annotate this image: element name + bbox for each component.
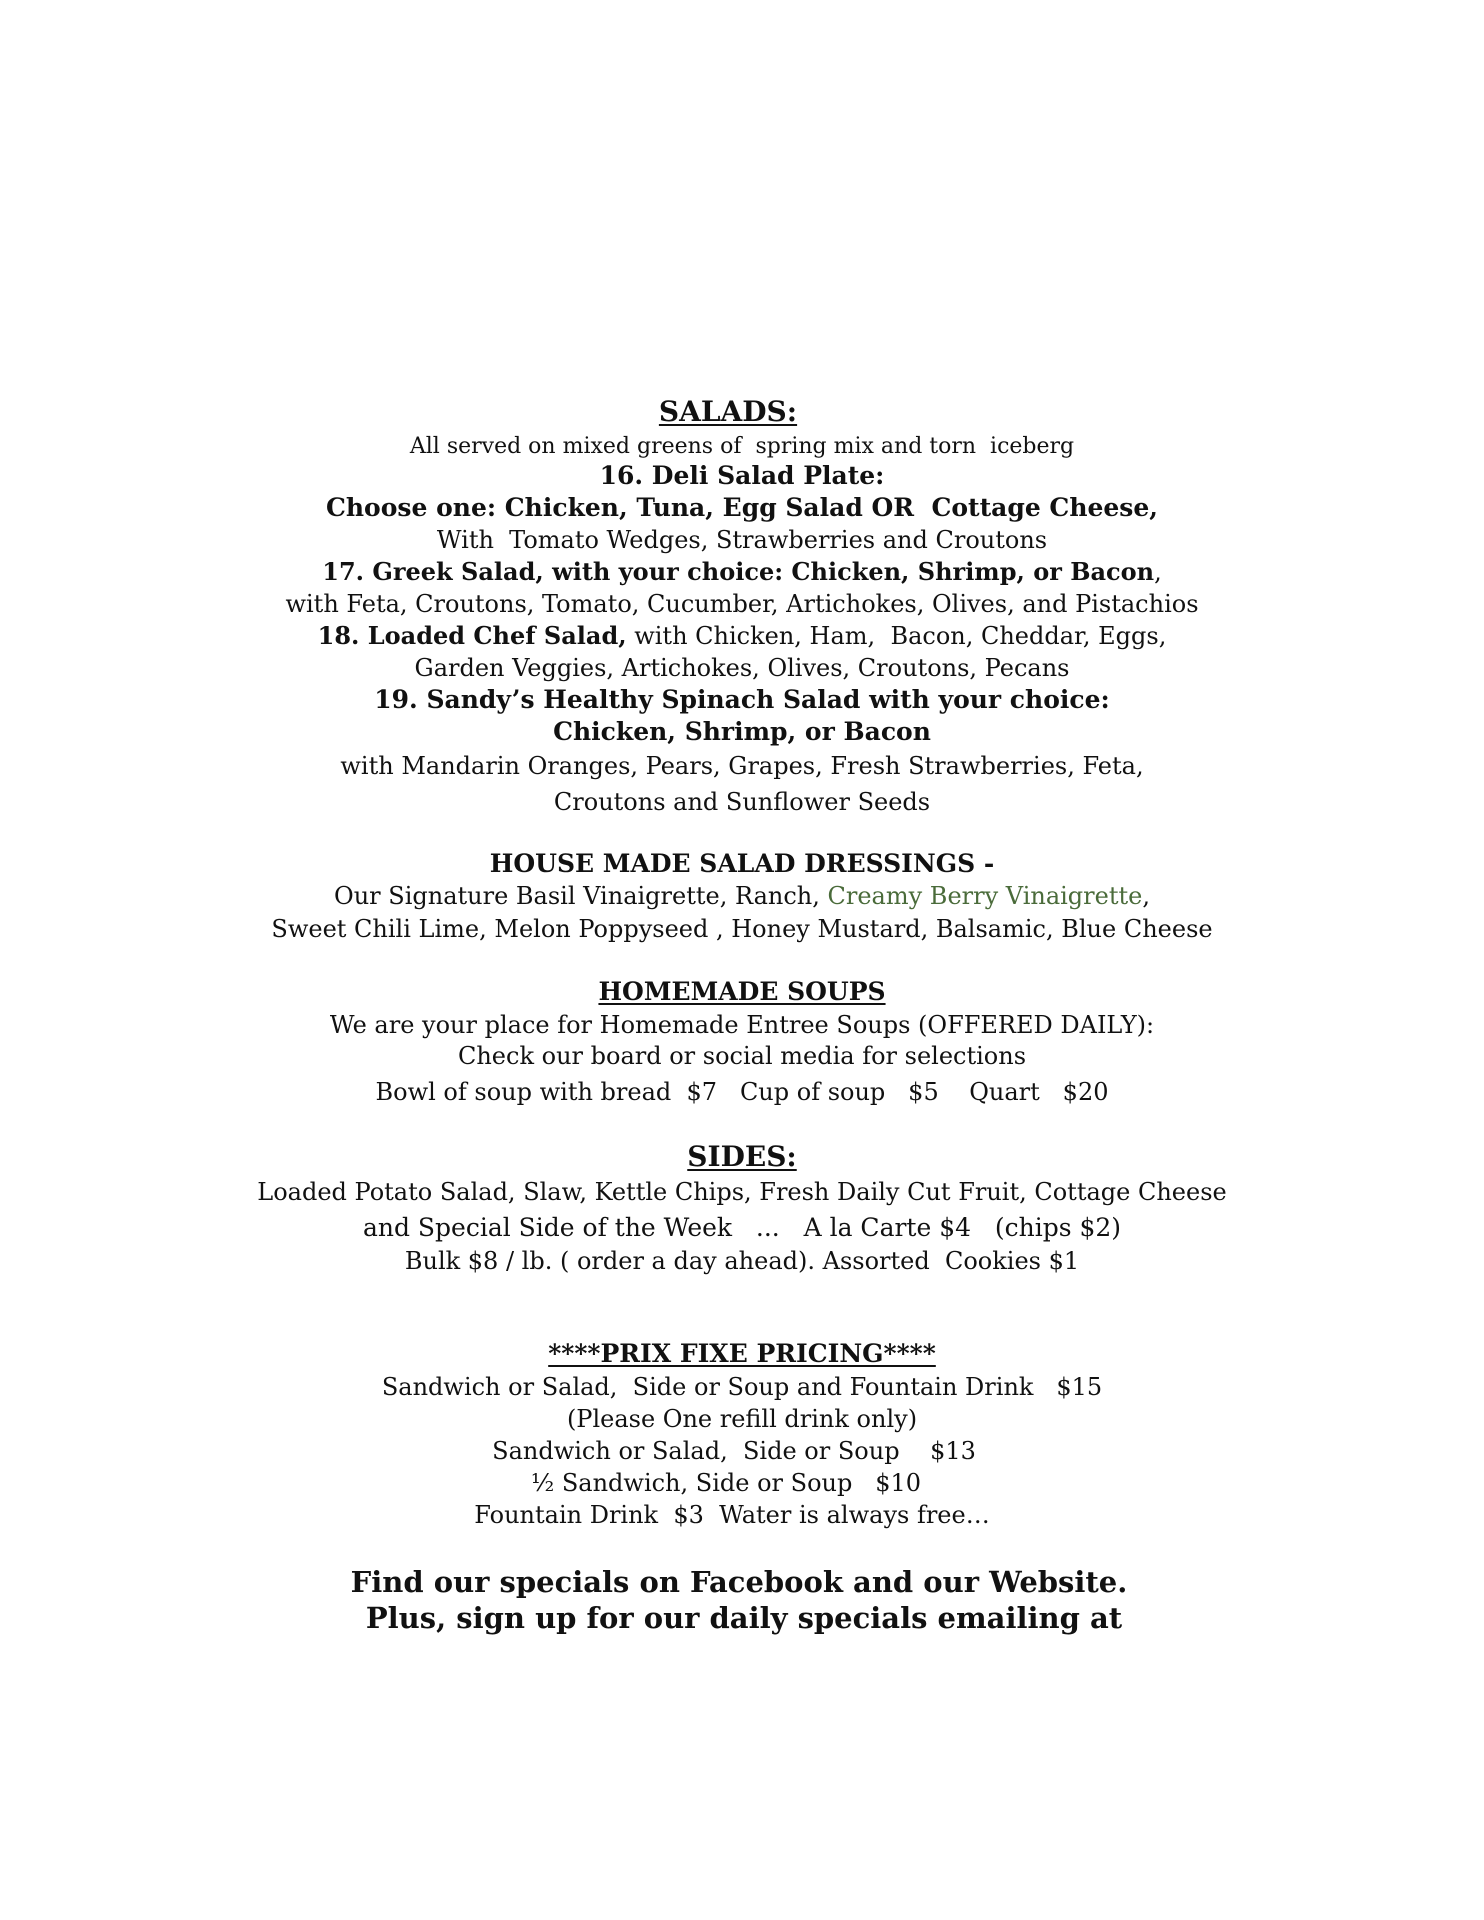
sides-line-2: and Special Side of the Week ... A la Carte $4 (chips $2) [362,1213,1122,1242]
sides-line-3: Bulk $8 / lb. ( order a day ahead). Assorted Cookies $1 [404,1247,1080,1275]
promo-line-1: Find our specials on Facebook and our Website. [350,1565,1128,1599]
prix-fixe-heading: ****PRIX FIXE PRICING**** [548,1339,936,1368]
salad-18-desc: Garden Veggies, Artichokes, Olives, Croutons, Pecans [414,654,1070,682]
sides-heading: SIDES: [687,1140,797,1173]
salads-heading: SALADS: [658,395,798,428]
salad-17-desc: with Feta, Croutons, Tomato, Cucumber, Artichokes, Olives, and Pistachios [285,590,1199,618]
salad-19-desc-1: with Mandarin Oranges, Pears, Grapes, Fresh Strawberries, Feta, [340,752,1144,780]
salad-19-title: 19. Sandy’s Healthy Spinach Salad with your choice: [374,685,1110,714]
salad-17-title: 17. Greek Salad, with your choice: Chicken, Shrimp, or Bacon [322,557,1155,586]
salad-18-title-rest: with Chicken, Ham, Bacon, Cheddar, Eggs, [626,622,1167,650]
dressings-line-1 [0,881,1484,911]
salads-intro: All served on mixed greens of spring mix and torn iceberg [409,434,1075,459]
soups-line-2: Check our board or social media for selections [457,1042,1027,1070]
salad-16-choice: Choose one: Chicken, Tuna, Egg Salad OR Cottage Cheese, [325,493,1158,522]
dressings-heading: HOUSE MADE SALAD DRESSINGS - [489,849,995,878]
prix-fixe-line-3: Sandwich or Salad, Side or Soup $13 [492,1437,976,1465]
dressings-highlight: Creamy Berry Vinaigrette [827,882,1143,910]
salad-16-title: 16. Deli Salad Plate: [599,461,885,490]
salad-19-desc-2: Croutons and Sunflower Seeds [553,788,931,816]
dressings-line-1-a: Our Signature Basil Vinaigrette, Ranch, [334,882,828,910]
salad-17-title-line [0,557,1484,587]
prix-fixe-line-5: Fountain Drink $3 Water is always free… [474,1501,990,1529]
prix-fixe-line-2: (Please One refill drink only) [566,1405,918,1433]
prix-fixe-line-4: ½ Sandwich, Side or Soup $10 [530,1469,922,1497]
salad-17-title-suffix: , [1154,558,1162,586]
prix-fixe-line-1: Sandwich or Salad, Side or Soup and Fountain Drink $15 [381,1373,1103,1401]
sides-line-1: Loaded Potato Salad, Slaw, Kettle Chips, Fresh Daily Cut Fruit, Cottage Cheese [257,1178,1227,1206]
salad-18-title-line [0,621,1484,651]
salad-16-desc: With Tomato Wedges, Strawberries and Croutons [436,526,1048,554]
salad-18-title: 18. Loaded Chef Salad, [317,621,627,650]
soups-prices: Bowl of soup with bread $7 Cup of soup $5 Quart $20 [375,1078,1109,1106]
dressings-line-1-b: , [1142,882,1150,910]
promo-line-2: Plus, sign up for our daily specials emailing at [365,1601,1123,1635]
soups-line-1: We are your place for Homemade Entree Soups (OFFERED DAILY): [329,1011,1155,1039]
dressings-line-2: Sweet Chili Lime, Melon Poppyseed , Honey Mustard, Balsamic, Blue Cheese [271,915,1213,943]
soups-heading: HOMEMADE SOUPS [598,977,886,1006]
salad-19-choice: Chicken, Shrimp, or Bacon [553,717,931,746]
